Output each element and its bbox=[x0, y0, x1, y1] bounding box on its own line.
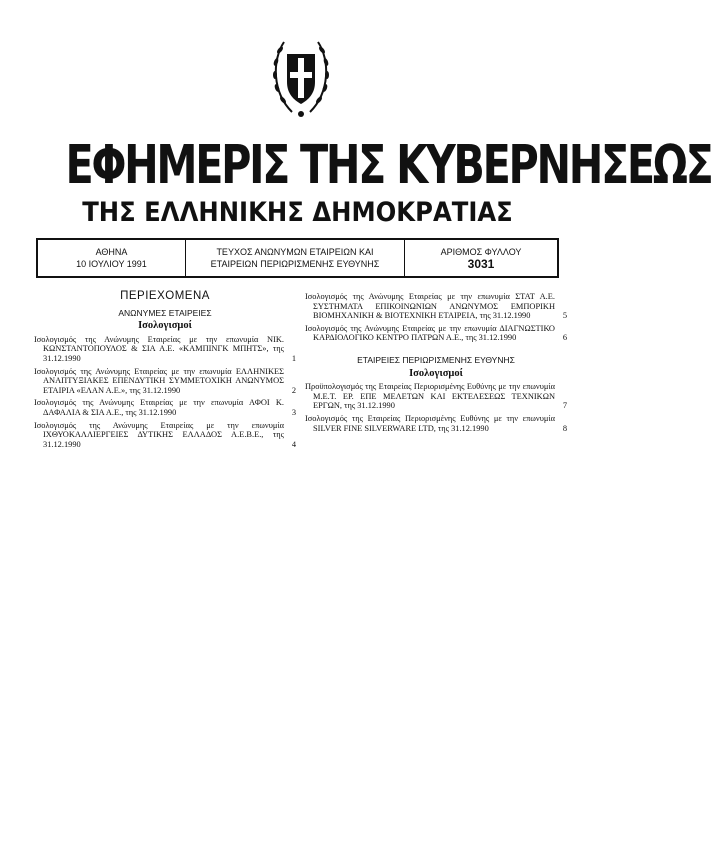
issue-date: 10 ΙΟΥΛΙΟΥ 1991 bbox=[76, 259, 147, 269]
page-number: 7 bbox=[562, 401, 567, 411]
section-subheading-balance-sheets: Ισολογισμοί bbox=[138, 320, 192, 332]
page-number: 6 bbox=[562, 333, 567, 343]
contents-entry[interactable]: Ισολογισμός της Ανώνυμης Εταιρείας με την επωνυμία ΔΙΑΓΝΩΣΤΙΚΟ ΚΑΡΔΙΟΛΟΓΙΚΟ ΚΕΝΤΡΟ ΠΑΤΡΩΝ Α.Ε., της 31.12.1990 6 bbox=[305, 323, 567, 343]
place: ΑΘΗΝΑ bbox=[95, 247, 128, 257]
issue-type-line2: ΕΤΑΙΡΕΙΩΝ ΠΕΡΙΩΡΙΣΜΕΝΗΣ ΕΥΘΥΝΗΣ bbox=[210, 259, 380, 269]
issue-type-line1: ΤΕΥΧΟΣ ΑΝΩΝΥΜΩΝ ΕΤΑΙΡΕΙΩΝ ΚΑΙ bbox=[216, 247, 374, 257]
section-heading-ltd: ΕΤΑΙΡΕΙΕΣ ΠΕΡΙΩΡΙΣΜΕΝΗΣ ΕΥΘΥΝΗΣ bbox=[357, 354, 515, 365]
issue-type-cell bbox=[186, 238, 404, 278]
coat-of-arms-icon bbox=[270, 20, 332, 128]
page-number: 4 bbox=[291, 439, 296, 449]
page-number: 5 bbox=[562, 311, 567, 321]
newspaper-subtitle: ΤΗΣ ΕΛΛΗΝΙΚΗΣ ΔΗΜΟΚΡΑΤΙΑΣ bbox=[82, 197, 513, 228]
contents-entry[interactable]: Προϋπολογισμός της Εταιρείας Περιορισμένης Ευθύνης με την επωνυμία Μ.Ε.Τ. ΕΡ. ΕΠΕ ΜΕΛΕΤΩΝ ΚΑΙ ΕΚΤΕΛΕΣΕΩΣ ΤΕΧΝΙΚΩΝ ΕΡΓΩΝ, της 31.12.1990 7 bbox=[305, 382, 567, 411]
contents-heading: ΠΕΡΙΕΧΟΜΕΝΑ bbox=[120, 290, 210, 302]
contents-entry[interactable]: Ισολογισμός της Ανώνυμης Εταιρείας με την επωνυμία ΕΛΛΗΝΙΚΕΣ ΑΝΑΠΤΥΞΙΑΚΕΣ ΕΠΕΝΔΥΤΙΚΗ ΣΥΜΜΕΤΟΧΙΚΗ ΑΝΩΝΥΜΟΣ ΕΤΑΙΡΙΑ «ΕΛΑΝ Α.Ε.», της 31.12.1990 2 bbox=[34, 366, 296, 395]
contents-right-column bbox=[305, 292, 567, 436]
page-number: 1 bbox=[291, 353, 296, 363]
section-heading-sa: ΑΝΩΝΥΜΕΣ ΕΤΑΙΡΕΙΕΣ bbox=[118, 307, 212, 318]
page-number: 3 bbox=[291, 407, 296, 417]
contents-left-column bbox=[34, 292, 296, 452]
issue-info-bar bbox=[36, 238, 559, 278]
contents-entry[interactable]: Ισολογισμός της Εταιρείας Περιορισμένης Ευθύνης με την επωνυμία SILVER FINE SILVERWARE LTD, της 31.12.1990 8 bbox=[305, 413, 567, 433]
sheet-label: ΑΡΙΘΜΟΣ ΦΥΛΛΟΥ bbox=[440, 247, 522, 257]
contents-entry[interactable]: Ισολογισμός της Ανώνυμης Εταιρείας με την επωνυμία ΣΤΑΤ Α.Ε. ΣΥΣΤΗΜΑΤΑ ΕΠΙΚΟΙΝΩΝΙΩΝ ΑΝΩΝΥΜΟΣ ΕΜΠΟΡΙΚΗ ΒΙΟΜΗΧΑΝΙΚΗ & ΒΙΟΤΕΧΝΙΚΗ ΕΤΑΙΡΕΙΑ, της 31.12.1990 5 bbox=[305, 292, 567, 321]
page-number: 2 bbox=[291, 385, 296, 395]
page-number: 8 bbox=[562, 423, 567, 433]
contents-entry[interactable]: Ισολογισμός της Ανώνυμης Εταιρείας με την επωνυμία ΑΦΟΙ Κ. ΔΑΦΑΛΙΑ & ΣΙΑ Α.Ε., της 31.12.1990 3 bbox=[34, 398, 296, 417]
sheet-number-cell bbox=[404, 238, 559, 278]
newspaper-title: ΕΦΗΜΕΡΙΣ ΤΗΣ ΚΥΒΕΡΝΗΣΕΩΣ bbox=[65, 135, 711, 196]
place-date-cell bbox=[36, 238, 186, 278]
contents-entry[interactable]: Ισολογισμός της Ανώνυμης Εταιρείας με την επωνυμία ΙΧΘΥΟΚΑΛΛΙΕΡΓΕΙΕΣ ΔΥΤΙΚΗΣ ΕΛΛΑΔΟΣ Α.Ε.Β.Ε., της 31.12.1990 4 bbox=[34, 420, 296, 449]
sheet-number: 3031 bbox=[467, 257, 495, 271]
contents-entry[interactable]: Ισολογισμός της Ανώνυμης Εταιρείας με την επωνυμία ΝΙΚ. ΚΩΝΣΤΑΝΤΟΠΟΥΛΟΣ & ΣΙΑ Α.Ε. «ΚΑΜΠΙΝΓΚ ΜΠΗΤΣ», της 31.12.1990 1 bbox=[34, 334, 296, 363]
section-subheading-balance-sheets-ltd: Ισολογισμοί bbox=[409, 367, 463, 379]
